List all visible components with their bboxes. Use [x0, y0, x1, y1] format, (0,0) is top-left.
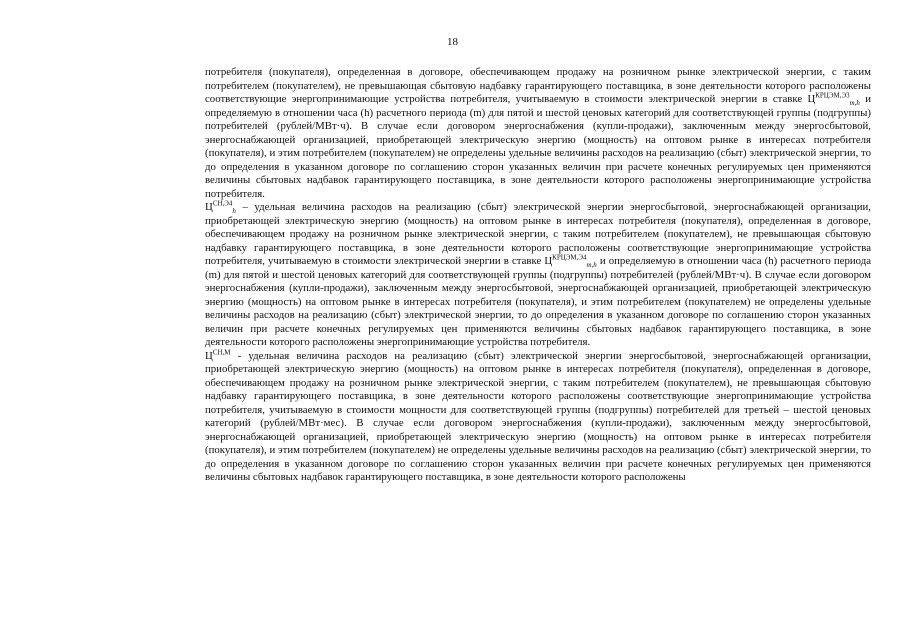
- paragraph-text-before: – удельная величина расходов на реализацию (сбыт) электрической энергии энергосбытовой, энергоснабжающей организации, приобретающей электрическую энергию (мощность) на оптовом рынке в интересах потребителя (покупателя), определенная в договоре, обеспечивающем продажу на розничном рынке электрической энергии, с таким потребителем (покупателем), не превышающая сбытовую надбавку гарантирующего поставщика, в зоне деятельности которого расположены соответствующие энергопринимающие устройства потребителя, учитываемую в стоимости электрической энергии в ставке: [205, 201, 871, 267]
- document-body: [205, 66, 871, 485]
- paragraph-text-before: потребителя (покупателя), определенная в договоре, обеспечивающем продажу на розничном рынке электрической энергии, с таким потребителем (покупателем), не превышающая сбытовую надбавку гарантирующего поставщика, в зоне деятельности которого расположены соответствующие энергопринимающие устройства потребителя, учитываемую в стоимости электрической энергии в ставке: [205, 66, 871, 105]
- paragraph-text-after: и определяемую в отношении часа (h) расчетного периода (m) для пятой и шестой ценовых категорий для соответствующей группы (подгруппы) потребителей (рублей/МВт·ч). В случае если договором энергоснабжения (купли-продажи), заключенным между энергосбытовой, энергоснабжающей организацией, приобретающей электрическую энергию (мощность) на оптовом рынке в интересах потребителя (покупателя), и этим потребителем (покупателем) не определены удельные величины расходов на реализацию (сбыт) электрической энергии, то до определения в указанном договоре по соглашению сторон указанных величин при расчете конечных регулируемых цен применяются величины сбытовых надбавок гарантирующего поставщика, в зоне деятельности которого расположены энергопринимающие устройства потребителя.: [205, 93, 871, 200]
- paragraph-text-before: - удельная величина расходов на реализацию (сбыт) электрической энергии энергосбытовой, энергоснабжающей организации, приобретающей электрическую энергию (мощность) на оптовом рынке в интересах потребителя (покупателя), определенная в договоре, обеспечивающем продажу на розничном рынке электрической энергии, с таким потребителем (покупателем), не превышающая сбытовую надбавку гарантирующего поставщика, в зоне деятельности которого расположены соответствующие энергопринимающие устройства потребителя, учитываемую в стоимости мощности для соответствующей группы (подгруппы) потребителей для третьей – шестой ценовых категорий (рублей/МВт·мес). В случае если договором энергоснабжения (купли-продажи), заключенным между энергосбытовой, энергоснабжающей организацией, приобретающей электрическую энергию (мощность) на оптовом рынке в интересах потребителя (покупателя), и этим потребителем (покупателем) не определены удельные величины расходов на реализацию (сбыт) электрической энергии, то до определения в указанном договоре по соглашению сторон указанных величин при расчете конечных регулируемых цен применяются величины сбытовых надбавок гарантирующего поставщика, в зоне деятельности которого расположены: [205, 349, 871, 483]
- lead-symbol: $Ц^{СН,Э4}_h$: [205, 199, 236, 216]
- paragraph: [205, 201, 871, 350]
- formula-symbol: $Ц^{КРЦЭМ,Э4}_{m,h}$: [544, 253, 597, 270]
- paragraph: [205, 66, 871, 201]
- formula-symbol: $Ц^{КРЦЭМ,Э3}_{m,h}$: [807, 91, 860, 108]
- paragraph-text-after: и определяемую в отношении часа (h) расчетного периода (m) для пятой и шестой ценовых категорий для соответствующей группы (подгруппы) потребителей (рублей/МВт·ч). В случае если договором энергоснабжения (купли-продажи), заключенным между энергосбытовой, энергоснабжающей организацией, приобретающей электрическую энергию (мощность) на оптовом рынке в интересах потребителя (покупателя), и этим потребителем (покупателем) не определены удельные величины расходов на реализацию (сбыт) электрической энергии, то до определения в указанном договоре по соглашению сторон указанных величин при расчете конечных регулируемых цен применяются величины сбытовых надбавок гарантирующего поставщика, в зоне деятельности которого расположены энергопринимающие устройства потребителя.: [205, 255, 872, 348]
- lead-symbol: $Ц^{СН,М}$: [205, 347, 231, 362]
- page-number: 18: [447, 36, 458, 48]
- paragraph: [205, 347, 871, 485]
